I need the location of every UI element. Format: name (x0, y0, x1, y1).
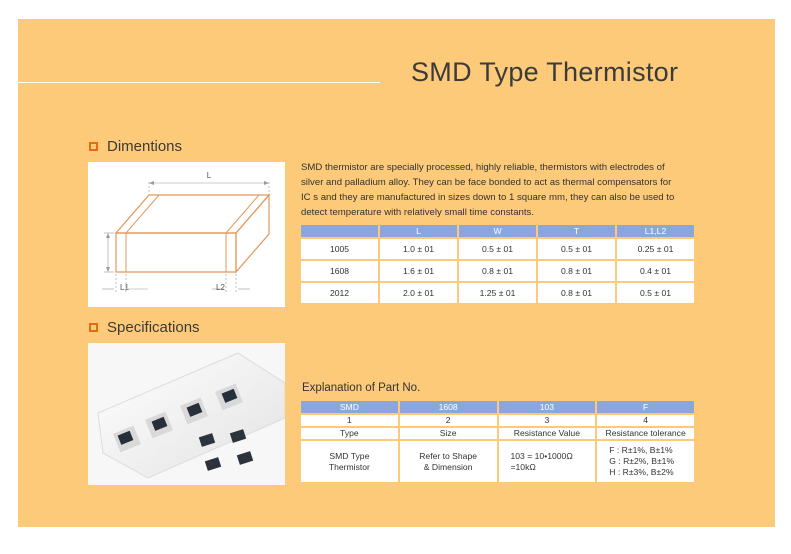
detail-line: =10kΩ (510, 461, 536, 472)
table-row (301, 415, 694, 426)
table-cell: 3 (499, 415, 596, 426)
specifications-heading (89, 319, 200, 336)
table-row (301, 441, 694, 482)
table-cell: Size (400, 428, 497, 439)
detail-line: G : R±2%, B±1% (609, 456, 675, 466)
chip-drawing (88, 162, 285, 307)
detail-line: & Dimension (423, 461, 473, 472)
top-rule (18, 82, 380, 83)
table-cell (597, 441, 694, 482)
dimension-table (299, 223, 696, 305)
part-number-header (301, 401, 694, 413)
detail-line: Thermistor (328, 461, 370, 472)
header-cell: T (538, 225, 615, 237)
header-cell: 1608 (400, 401, 497, 413)
header-cell: F (597, 401, 694, 413)
table-cell (400, 441, 497, 482)
product-photo (88, 343, 285, 485)
label-L1: L1 (120, 283, 129, 292)
label-L2: L2 (216, 283, 225, 292)
label-L: L (206, 171, 212, 180)
page-title: SMD Type Thermistor (411, 57, 679, 87)
dimentions-heading-text: Dimentions (107, 138, 183, 155)
table-cell: 4 (597, 415, 694, 426)
table-cell (499, 441, 596, 482)
dimentions-heading (89, 138, 182, 155)
header-cell (301, 225, 378, 237)
table-cell: 0.5 ± 01 (459, 239, 536, 259)
table-cell: 1 (301, 415, 398, 426)
dimension-table-header (301, 225, 694, 237)
page (18, 19, 775, 527)
table-cell: 1005 (301, 239, 378, 259)
square-bullet-icon (89, 323, 98, 332)
table-row (301, 428, 694, 439)
header-cell: SMD (301, 401, 398, 413)
detail-line: Refer to Shape (419, 450, 478, 461)
table-cell: 1.0 ± 01 (380, 239, 457, 259)
table-cell: 1608 (301, 261, 378, 281)
table-cell: Type (301, 428, 398, 439)
table-row (301, 239, 694, 259)
table-cell: Resistance Value (499, 428, 596, 439)
detail-line: F : R±1%, B±1% (609, 445, 673, 455)
table-row (301, 261, 694, 281)
table-cell: 0.8 ± 01 (459, 261, 536, 281)
header-cell: 103 (499, 401, 596, 413)
table-row (301, 283, 694, 303)
table-cell: 0.25 ± 01 (617, 239, 694, 259)
detail-line: 103 = 10•1000Ω (510, 450, 573, 461)
table-cell: 1.25 ± 01 (459, 283, 536, 303)
table-cell: 2.0 ± 01 (380, 283, 457, 303)
table-cell: Resistance tolerance (597, 428, 694, 439)
table-cell (301, 441, 398, 482)
table-cell: 2 (400, 415, 497, 426)
table-cell: 0.4 ± 01 (617, 261, 694, 281)
detail-line: H : R±3%, B±2% (609, 467, 674, 477)
table-cell: 0.8 ± 01 (538, 261, 615, 281)
table-cell: 0.5 ± 01 (538, 239, 615, 259)
description-text: SMD thermistor are specially processed, highly reliable, thermistors with electrodes of silver and palladium alloy. They can be face bonded to act as thermal compensators for IC s and they are manufactured in sizes down to 1 square mm, they can also be used to detect temperature with relatively small time constants. (301, 162, 675, 218)
table-cell: 0.5 ± 01 (617, 283, 694, 303)
dimension-diagram (88, 162, 285, 307)
table-cell: 1.6 ± 01 (380, 261, 457, 281)
square-bullet-icon (89, 142, 98, 151)
chip-tape-photo (88, 343, 285, 485)
header-cell: L (380, 225, 457, 237)
header-cell: L1,L2 (617, 225, 694, 237)
header-cell: W (459, 225, 536, 237)
detail-line: SMD Type (329, 450, 370, 461)
part-number-table (299, 399, 696, 484)
specifications-heading-text: Specifications (107, 319, 200, 336)
table-cell: 0.8 ± 01 (538, 283, 615, 303)
explanation-title: Explanation of Part No. (302, 382, 421, 394)
table-cell: 2012 (301, 283, 378, 303)
